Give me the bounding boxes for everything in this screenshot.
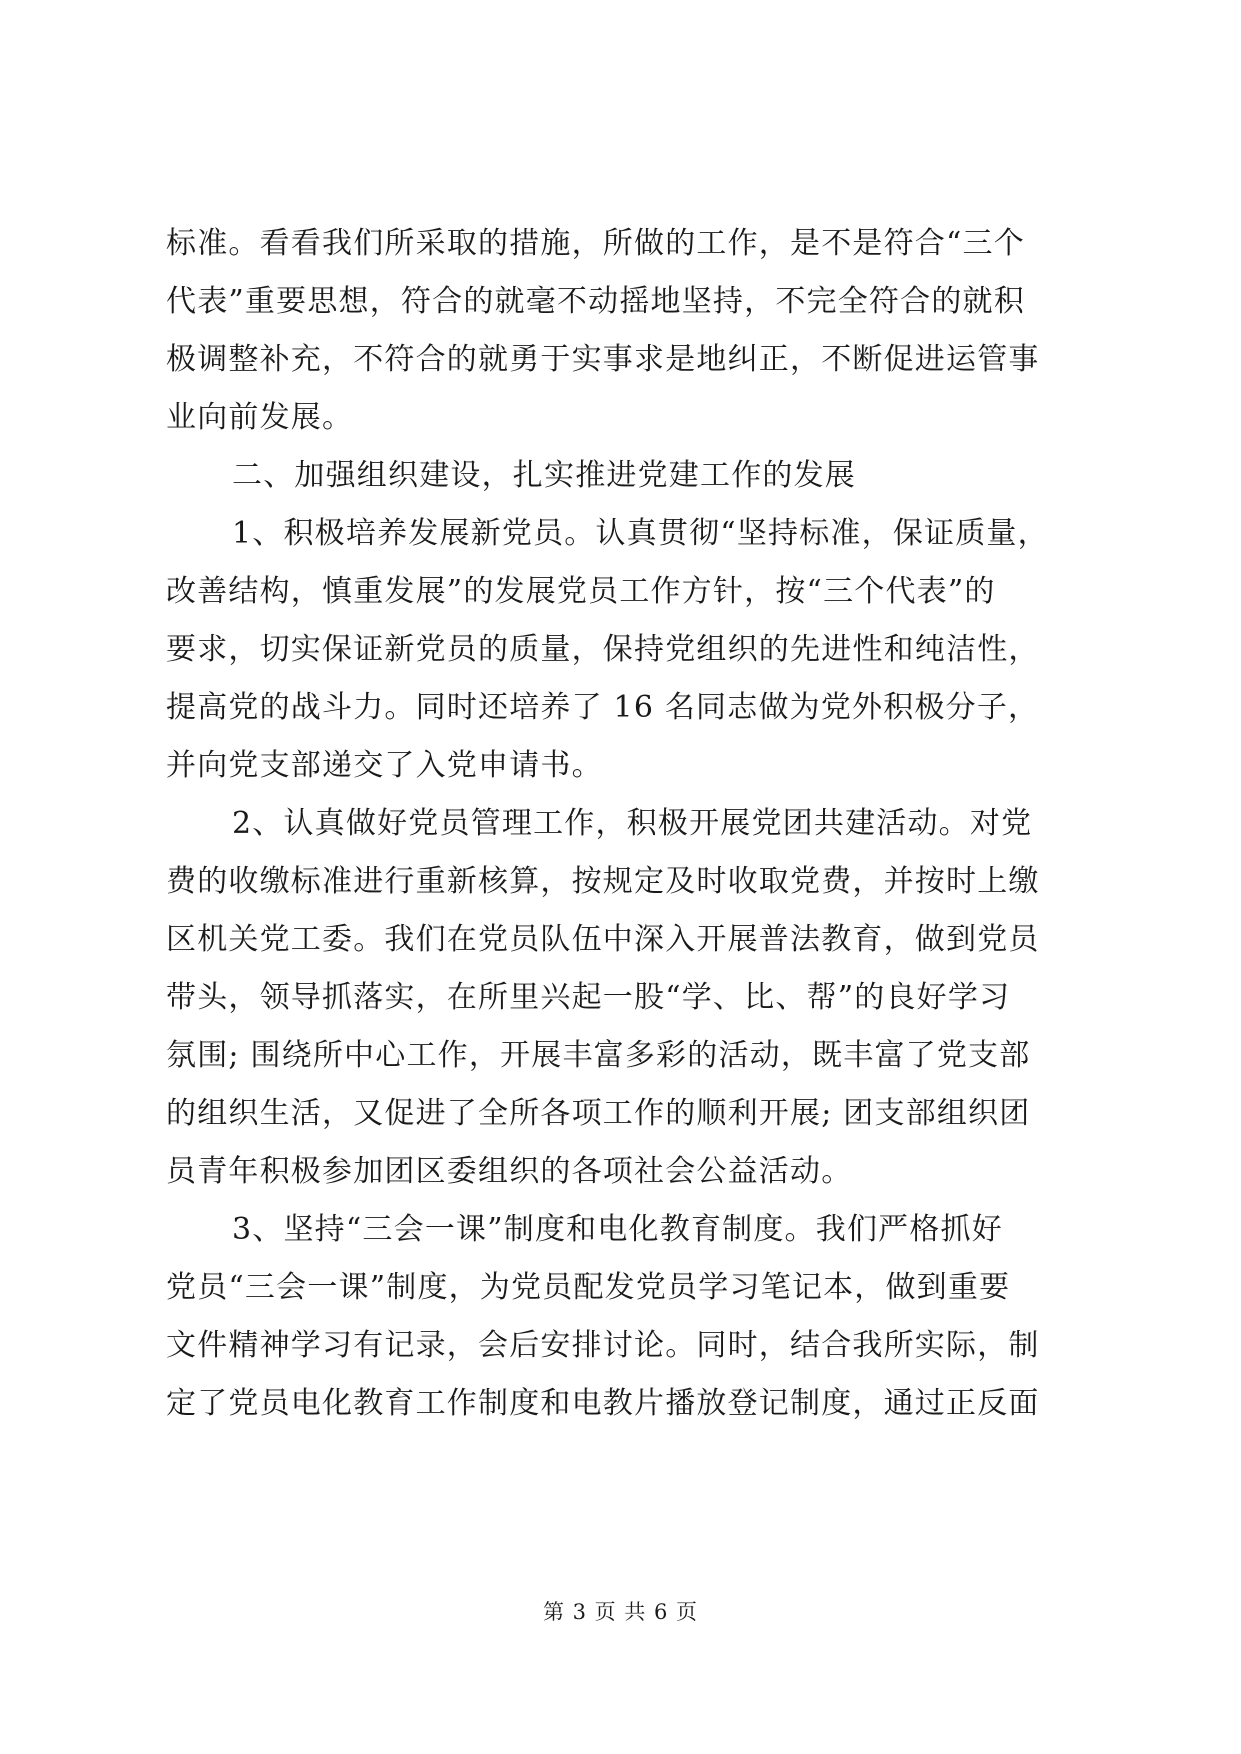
text-line: 代表”重要思想，符合的就毫不动摇地坚持，不完全符合的就积 — [166, 284, 1025, 319]
text-line: 带头，领导抓落实，在所里兴起一股“学、比、帮”的良好学习 — [166, 980, 1011, 1015]
text-line: 要求，切实保证新党员的质量，保持党组织的先进性和纯洁性， — [166, 632, 1040, 667]
page-number-footer: 第 3 页 共 6 页 — [542, 1600, 699, 1624]
text-line: 并向党支部递交了入党申请书。 — [166, 748, 603, 783]
text-line: 氛围; 围绕所中心工作，开展丰富多彩的活动，既丰富了党支部 — [166, 1038, 1031, 1073]
text-line: 党员“三会一课”制度，为党员配发党员学习笔记本，做到重要 — [166, 1270, 1011, 1305]
text-line: 员青年积极参加团区委组织的各项社会公益活动。 — [166, 1154, 853, 1189]
text-line: 1、积极培养发展新党员。认真贯彻“坚持标准，保证质量， — [232, 516, 1049, 551]
section-heading: 二、加强组织建设，扎实推进党建工作的发展 — [232, 458, 856, 493]
text-line: 极调整补充，不符合的就勇于实事求是地纠正，不断促进运管事 — [166, 342, 1040, 377]
text-line: 业向前发展。 — [166, 400, 354, 435]
text-line: 2、认真做好党员管理工作，积极开展党团共建活动。对党 — [232, 806, 1033, 841]
text-line: 提高党的战斗力。同时还培养了 16 名同志做为党外积极分子， — [166, 690, 1040, 725]
text-line: 3、坚持“三会一课”制度和电化教育制度。我们严格抓好 — [232, 1212, 1003, 1247]
text-line: 定了党员电化教育工作制度和电教片播放登记制度，通过正反面 — [166, 1386, 1040, 1421]
text-line: 的组织生活，又促进了全所各项工作的顺利开展; 团支部组织团 — [166, 1096, 1031, 1131]
text-line: 费的收缴标准进行重新核算，按规定及时收取党费，并按时上缴 — [166, 864, 1040, 899]
text-line: 文件精神学习有记录，会后安排讨论。同时，结合我所实际，制 — [166, 1328, 1040, 1363]
text-line: 区机关党工委。我们在党员队伍中深入开展普法教育，做到党员 — [166, 922, 1040, 957]
text-line: 改善结构，慎重发展”的发展党员工作方针，按“三个代表”的 — [166, 574, 996, 609]
text-line: 标准。看看我们所采取的措施，所做的工作，是不是符合“三个 — [166, 226, 1025, 261]
